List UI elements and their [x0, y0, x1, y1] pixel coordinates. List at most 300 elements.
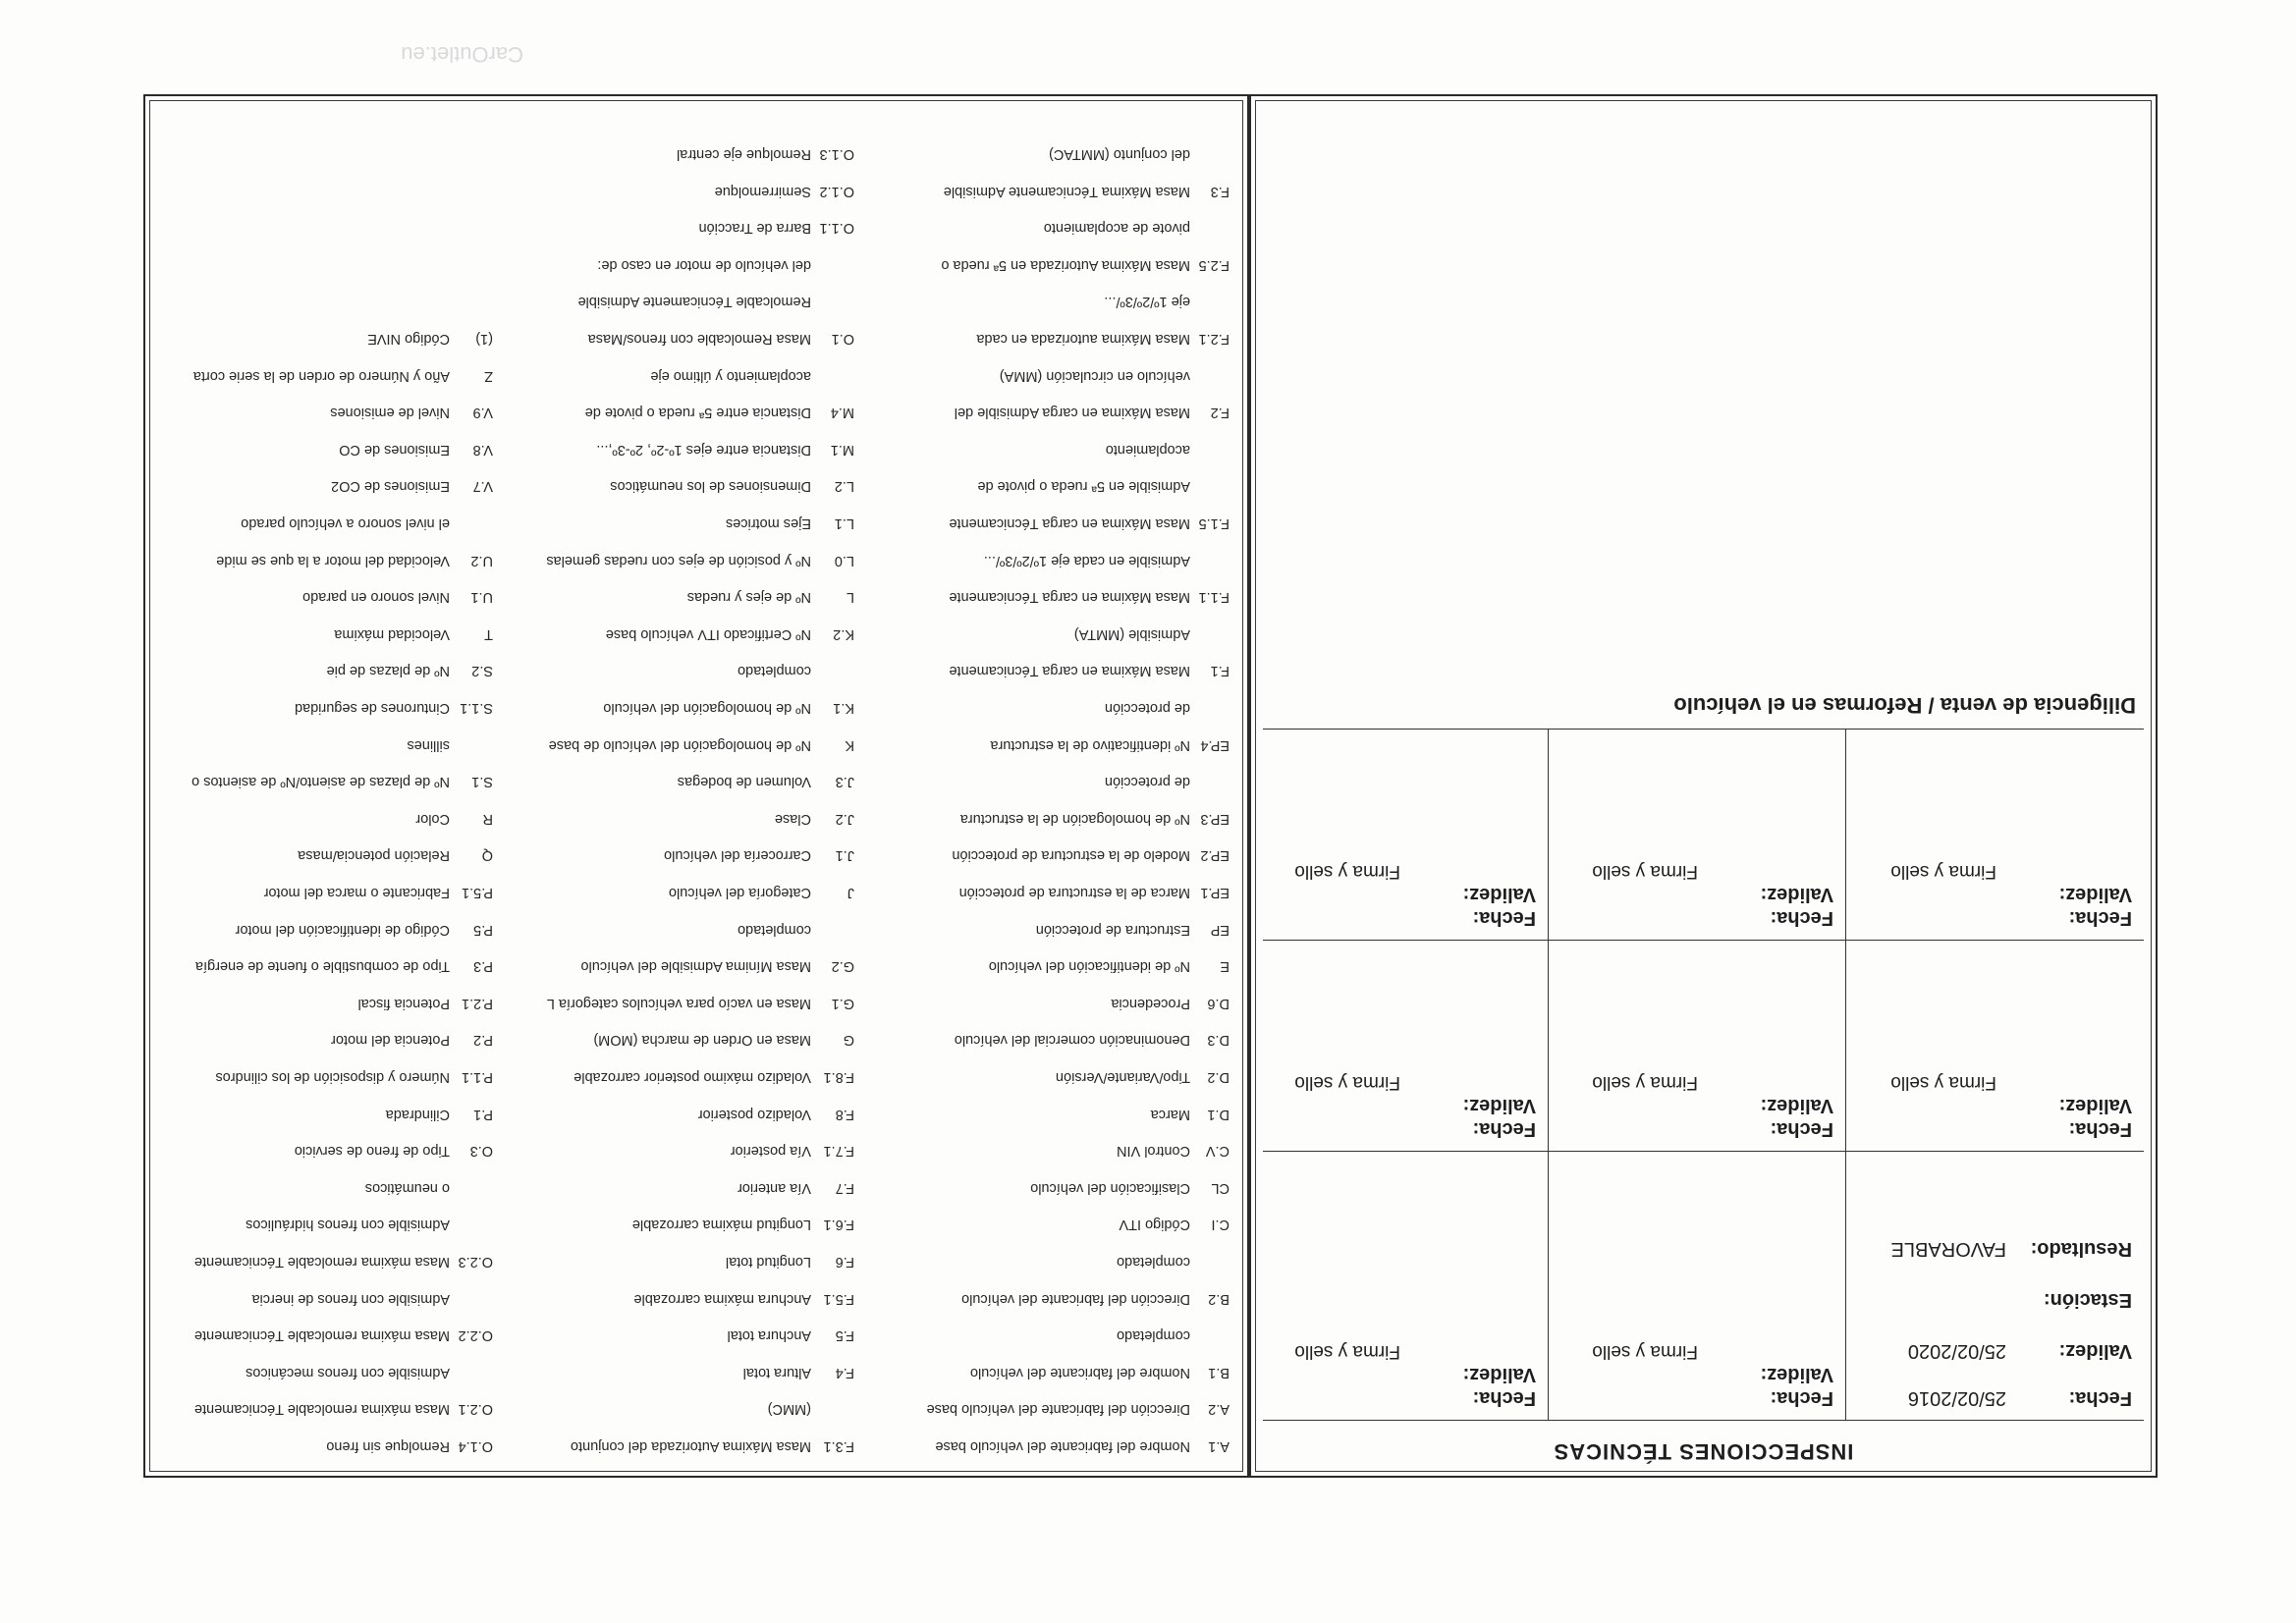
code-entry [1111, 996, 1230, 1011]
code-entry [252, 1291, 494, 1307]
code-id: F.6 [835, 1254, 854, 1270]
code-description: vehículo en circulación (MMA) [999, 367, 1190, 384]
code-entry [546, 553, 854, 568]
code-entry [1056, 1069, 1230, 1085]
code-description: acoplamiento y último eje [650, 367, 811, 384]
fecha-label: Fecha: [2068, 1118, 2132, 1140]
code-description: Remolque sin freno [326, 1438, 450, 1454]
code-entry [738, 663, 854, 678]
code-description: Nivel sonoro en parado [302, 589, 450, 606]
code-description: Dirección del fabricante del vehículo base [926, 1401, 1190, 1418]
inspeccion-cell [1259, 941, 1549, 1152]
code-description: Admisible en 5ª rueda o pivote de [977, 478, 1190, 495]
code-id: D.1 [1207, 1106, 1230, 1122]
firma-sello: Firma y sello [1294, 1072, 1400, 1093]
fecha-label: Fecha: [1472, 1118, 1536, 1140]
validez-label: Validez: [1462, 1364, 1536, 1385]
code-description: Ejes motrices [725, 515, 811, 531]
code-entry [949, 663, 1230, 678]
code-entry [1117, 1254, 1230, 1270]
code-description: Admisible con frenos hidráulicos [246, 1217, 450, 1233]
code-entry [295, 700, 493, 716]
inspeccion-cell [1549, 730, 1846, 941]
code-description: Masa Máxima Autorizada del conjunto [570, 1438, 811, 1454]
code-description: Voladizo posterior [697, 1106, 811, 1122]
code-entry [191, 774, 493, 789]
code-description: Estructura de protección [1035, 921, 1190, 938]
code-description: Voladizo máximo posterior carrozable [574, 1069, 811, 1085]
inspeccion-cell-result [1846, 1152, 2144, 1421]
code-description: completado [738, 921, 811, 938]
code-description: Potencia del motor [331, 1032, 450, 1049]
validez-label: Validez: [1760, 884, 1833, 905]
code-id: G.1 [831, 995, 854, 1011]
code-entry [326, 1438, 493, 1454]
inspeccion-cell [1549, 1152, 1846, 1421]
code-entry [298, 847, 493, 863]
fecha-label: Fecha: [1472, 1387, 1536, 1409]
code-description: Vía anterior [738, 1179, 811, 1196]
code-description: Nombre del fabricante del vehículo base [935, 1438, 1190, 1454]
code-entry [603, 700, 854, 716]
code-id: D.6 [1207, 995, 1230, 1011]
code-description: Vía posterior [730, 1143, 811, 1160]
code-description: Tipo de freno de servicio [294, 1143, 450, 1160]
code-description: Dimensiones de los neumáticos [610, 478, 811, 495]
code-description: (MMC) [767, 1401, 811, 1418]
code-entry [597, 257, 854, 273]
code-id: P.2.1 [462, 995, 493, 1011]
code-description: Velocidad máxima [334, 625, 450, 642]
code-description: Nº de ejes y ruedas [686, 589, 811, 606]
code-description: Admisible (MMTA) [1073, 625, 1190, 642]
code-entry [193, 368, 493, 384]
firma-sello: Firma y sello [1592, 1341, 1698, 1362]
code-description: Año y Número de orden de la serie corta [192, 367, 450, 384]
code-entry [775, 811, 854, 827]
code-description: Carrocería del vehículo [664, 847, 811, 864]
resultado-value: FAVORABLE [1890, 1238, 2006, 1260]
code-entry [194, 1327, 493, 1343]
code-description: Nº identificativo de la estructura [990, 736, 1190, 753]
code-id: O.1.4 [458, 1438, 493, 1454]
code-description: Volumen de bodegas [677, 774, 811, 790]
code-id: (1) [475, 331, 493, 347]
code-entry [264, 885, 493, 900]
fecha-label: Fecha: [1770, 1387, 1833, 1409]
code-entry [941, 257, 1230, 273]
code-description: Código NIVE [367, 331, 450, 347]
code-description: Masa Máxima en carga Admisible del [954, 405, 1190, 421]
code-description: Clasificación del vehículo [1030, 1179, 1190, 1196]
code-entry [952, 847, 1230, 863]
code-entry [959, 885, 1230, 900]
fecha-value: 25/02/2016 [1907, 1387, 2006, 1409]
code-entry [246, 1365, 493, 1380]
code-id: O.3 [469, 1143, 493, 1160]
code-id: U.2 [470, 552, 493, 568]
code-description: Nº de identificación del vehículo [988, 958, 1190, 975]
code-entry [738, 1180, 854, 1196]
inspeccion-row-2 [1263, 941, 2144, 1152]
code-entry [731, 1143, 854, 1159]
code-id: J.3 [835, 774, 854, 790]
code-entry [358, 996, 494, 1011]
code-entry [738, 922, 854, 938]
firma-sello: Firma y sello [1294, 861, 1400, 882]
code-entry [331, 1032, 493, 1048]
code-description: de protección [1104, 774, 1190, 790]
code-id: S.2 [471, 663, 493, 679]
code-entry [407, 737, 493, 753]
code-entry [194, 1401, 493, 1417]
validez-label: Validez: [1760, 1095, 1833, 1116]
code-entry [1151, 1107, 1230, 1122]
code-description: Anchura total [727, 1327, 811, 1344]
inspecciones-title: INSPECCIONES TÉCNICAS [1553, 1439, 1854, 1464]
code-description: Categoría del vehículo [668, 885, 811, 900]
code-description: Control VIN [1117, 1143, 1190, 1160]
estacion-label: Estación: [2043, 1289, 2132, 1311]
code-description: el nivel sonoro a vehículo parado [241, 515, 450, 531]
code-id: EP.3 [1200, 810, 1230, 827]
code-entry [935, 1438, 1230, 1454]
firma-sello: Firma y sello [1592, 861, 1698, 882]
code-description: Masa Máxima en carga Técnicamente [949, 663, 1190, 679]
code-id: F.7 [835, 1179, 854, 1196]
code-entry [246, 1217, 493, 1232]
code-description: Clase [774, 810, 811, 827]
code-description: Código de identificación del motor [235, 921, 450, 938]
code-description: Nº Certificado ITV vehículo base [605, 625, 811, 642]
code-id: C.I [1211, 1217, 1230, 1233]
code-description: Dirección del fabricante del vehículo [961, 1290, 1190, 1307]
code-id: K.1 [833, 700, 854, 716]
code-entry [386, 1107, 493, 1122]
code-entry [367, 331, 493, 347]
code-entry [1105, 700, 1230, 716]
diligencia-title: Diligencia de venta / Reformas en el vehículo [1673, 693, 2136, 718]
code-id: F.2.1 [1198, 331, 1230, 347]
code-description: Nombre del fabricante del vehículo [969, 1364, 1190, 1380]
code-description: Fabricante o marca del motor [263, 885, 450, 900]
inspeccion-cell [1846, 941, 2144, 1152]
validez-label: Validez: [2058, 1340, 2132, 1362]
code-entry [677, 146, 854, 162]
code-entry [955, 1032, 1230, 1048]
code-description: Masa máxima remolcable Técnicamente [193, 1401, 450, 1418]
code-entry [698, 1107, 854, 1122]
validez-label: Validez: [1462, 1095, 1536, 1116]
fecha-label: Fecha: [2068, 1387, 2132, 1409]
code-description: Admisible en cada eje 1º/2º/3º/... [983, 552, 1190, 568]
code-id: O.1.1 [819, 220, 854, 237]
code-entry [1104, 294, 1230, 309]
code-description: Masa Máxima autorizada en cada [976, 331, 1190, 347]
code-entry [330, 405, 493, 420]
code-description: Masa Máxima en carga Técnicamente [949, 589, 1190, 606]
code-entry [970, 1365, 1230, 1380]
code-entry [961, 1291, 1230, 1307]
code-id: D.2 [1207, 1069, 1230, 1085]
inspeccion-row-3 [1263, 730, 2144, 941]
code-entry [678, 774, 854, 789]
code-description: Código ITV [1119, 1217, 1190, 1233]
code-description: Marca de la estructura de protección [958, 885, 1190, 900]
firma-sello: Firma y sello [1592, 1072, 1698, 1093]
code-entry [976, 331, 1230, 347]
code-entry [334, 626, 493, 642]
code-description: Tipo de combustible o fuente de energía [194, 958, 450, 975]
inspeccion-cell [1259, 730, 1549, 941]
code-id: D.3 [1207, 1032, 1230, 1049]
code-description: completado [1117, 1254, 1190, 1270]
code-description: Emisiones de CO2 [331, 478, 450, 495]
code-entry [687, 589, 854, 605]
code-id: A.2 [1208, 1401, 1230, 1418]
code-description: sillines [407, 736, 450, 753]
code-entry [1044, 220, 1230, 236]
code-description: Nº de homologación de la estructura [959, 810, 1190, 827]
code-entry [989, 958, 1230, 974]
code-id: G.2 [831, 958, 854, 975]
code-description: Masa Remolcable con frenos/Masa [587, 331, 811, 347]
code-id: B.1 [1208, 1364, 1230, 1380]
code-entry [1036, 922, 1230, 938]
fecha-label: Fecha: [1472, 907, 1536, 929]
code-entry [949, 589, 1230, 605]
inspecciones-panel [1249, 94, 2158, 1478]
code-entry [547, 996, 854, 1011]
code-entry [1105, 774, 1230, 789]
code-description: Número y disposición de los cilindros [215, 1069, 450, 1085]
code-description: Procedencia [1111, 995, 1190, 1011]
validez-label: Validez: [1462, 884, 1536, 905]
code-description: completado [738, 663, 811, 679]
code-entry [580, 958, 854, 974]
code-description: Modelo de la estructura de protección [952, 847, 1190, 864]
code-entry [927, 1401, 1230, 1417]
code-description: Nº de plazas de pie [326, 663, 450, 679]
code-entry [241, 515, 493, 531]
code-description: Distancia entre 5ª rueda o pivote de [584, 405, 811, 421]
code-entry [633, 1291, 854, 1307]
code-entry [650, 368, 854, 384]
code-id: F.8.1 [823, 1069, 854, 1085]
code-id: Z [484, 367, 493, 384]
code-entry [715, 184, 854, 199]
code-id: M.4 [830, 405, 854, 421]
code-id: CL [1211, 1179, 1230, 1196]
code-id: EP.1 [1200, 885, 1230, 900]
code-id: P.5.1 [462, 885, 493, 900]
code-id: P.5 [473, 921, 493, 938]
code-id: O.1 [831, 331, 854, 347]
code-entry [588, 331, 854, 347]
validez-value: 25/02/2020 [1907, 1340, 2006, 1362]
code-id: O.1.2 [819, 183, 854, 199]
code-id: F.8 [835, 1106, 854, 1122]
code-description: Masa Mínima Admisible del vehículo [580, 958, 811, 975]
code-entry [977, 478, 1230, 494]
code-id: A.1 [1208, 1438, 1230, 1454]
code-entry [236, 922, 493, 938]
code-entry [1000, 368, 1230, 384]
code-description: completado [1117, 1327, 1190, 1344]
code-id: F.1.1 [1198, 589, 1230, 606]
code-id: F.3 [1210, 183, 1230, 199]
code-entry [955, 405, 1230, 420]
code-entry [669, 885, 854, 900]
code-entry [415, 811, 493, 827]
code-entry [699, 220, 854, 236]
code-id: C.V [1205, 1143, 1230, 1160]
code-id: F.1.5 [1198, 515, 1230, 531]
code-id: F.6.1 [823, 1217, 854, 1233]
code-id: F.3.1 [823, 1438, 854, 1454]
code-description: Nº de plazas de asiento/Nº de asientos o [191, 774, 450, 790]
code-entry [596, 442, 854, 458]
code-id: O.2.2 [458, 1327, 493, 1344]
code-description: Denominación comercial del vehículo [954, 1032, 1190, 1049]
code-description: Color [415, 810, 450, 827]
code-description: Masa Máxima Autorizada en 5ª rueda o [941, 256, 1190, 273]
code-id: B.2 [1208, 1290, 1230, 1307]
code-id: EP.4 [1200, 736, 1230, 753]
code-id: P.1.1 [462, 1069, 493, 1085]
code-description: Longitud máxima carrozable [631, 1217, 811, 1233]
code-description: Relación potencia/masa [298, 847, 450, 864]
code-id: O.2.3 [458, 1254, 493, 1270]
code-description: Masa máxima remolcable Técnicamente [193, 1254, 450, 1270]
code-id: O.2.1 [458, 1401, 493, 1418]
code-id: L [846, 589, 854, 606]
code-id: V.9 [472, 405, 493, 421]
code-entry [327, 663, 493, 678]
code-id: F.5 [835, 1327, 854, 1344]
code-entry [949, 515, 1230, 531]
code-entry [585, 405, 854, 420]
code-id: O.1.3 [819, 146, 854, 162]
code-id: J.2 [835, 810, 854, 827]
inspeccion-cell [1549, 941, 1846, 1152]
code-entry [593, 1032, 854, 1048]
code-id: S.1 [471, 774, 493, 790]
code-description: Remolque eje central [676, 146, 811, 162]
code-id: G [843, 1032, 854, 1049]
code-entry [960, 811, 1230, 827]
code-id: K [845, 736, 854, 753]
code-id: P.3 [473, 958, 493, 975]
code-description: Remolcable Técnicamente Admisible [577, 294, 811, 310]
code-description: Masa en vacío para vehículos categoría L [546, 995, 811, 1011]
code-entry [331, 478, 493, 494]
code-id: F.7.1 [823, 1143, 854, 1160]
code-description: de protección [1104, 700, 1190, 716]
code-entry [1106, 442, 1230, 458]
code-entry [215, 1069, 493, 1085]
code-id: EP.2 [1200, 847, 1230, 864]
code-id: L.2 [834, 478, 854, 495]
code-description: Longitud total [725, 1254, 811, 1270]
code-description: Semirremolque [714, 183, 811, 199]
code-entry [1117, 1143, 1230, 1159]
code-id: J.1 [835, 847, 854, 864]
code-id: K.2 [833, 625, 854, 642]
code-entry [990, 737, 1230, 753]
code-description: Masa Máxima en carga Técnicamente [949, 515, 1190, 531]
code-description: Potencia fiscal [357, 995, 450, 1011]
validez-label: Validez: [1760, 1364, 1833, 1385]
code-description: pivote de acoplamiento [1043, 220, 1190, 237]
code-description: Distancia entre ejes 1º-2º, 2º-3º,... [596, 441, 811, 458]
code-description: Admisible con frenos de inercia [251, 1290, 450, 1307]
code-entry [1117, 1327, 1230, 1343]
code-description: Cilindrada [385, 1106, 450, 1122]
fecha-label: Fecha: [1770, 1118, 1833, 1140]
code-description: Nivel de emisiones [330, 405, 450, 421]
codes-panel [143, 94, 1249, 1478]
inspeccion-row-1 [1263, 1152, 2144, 1421]
code-entry [195, 958, 493, 974]
code-entry [571, 1438, 854, 1454]
code-entry [574, 1069, 854, 1085]
code-entry [632, 1217, 854, 1232]
code-entry [302, 589, 493, 605]
firma-sello: Firma y sello [1294, 1341, 1400, 1362]
code-description: Tipo/Variante/Versión [1055, 1069, 1190, 1085]
code-description: eje 1º/2º/3º/... [1104, 294, 1190, 310]
code-entry [726, 1254, 854, 1270]
code-description: Nº y posición de ejes con ruedas gemelas [546, 552, 811, 568]
code-id: R [482, 810, 493, 827]
code-id: L.1 [834, 515, 854, 531]
code-description: Masa Máxima Técnicamente Admisible [943, 183, 1190, 199]
code-description: del vehículo de motor en caso de: [597, 256, 811, 273]
code-description: Altura total [742, 1364, 811, 1380]
code-description: Cinturones de seguridad [295, 700, 450, 716]
resultado-label: Resultado: [2030, 1238, 2132, 1260]
code-id: F.1 [1210, 663, 1230, 679]
code-entry [726, 515, 854, 531]
code-id: F.4 [835, 1364, 854, 1380]
inspeccion-cell [1259, 1152, 1549, 1421]
code-id: V.8 [472, 441, 493, 458]
code-entry [1074, 626, 1230, 642]
code-entry [1049, 146, 1230, 162]
inspeccion-cell [1846, 730, 2144, 941]
fecha-label: Fecha: [1770, 907, 1833, 929]
code-id: U.1 [470, 589, 493, 606]
code-description: Barra de Tracción [698, 220, 811, 237]
code-description: o neumáticos [364, 1179, 450, 1196]
watermark-text: CarOutlet.eu [401, 42, 523, 67]
code-id: F.5.1 [823, 1290, 854, 1307]
code-entry [216, 553, 493, 568]
code-entry [984, 553, 1230, 568]
code-description: Anchura máxima carrozable [633, 1290, 811, 1307]
code-description: acoplamiento [1105, 441, 1190, 458]
code-id: S.1.1 [460, 700, 493, 716]
firma-sello: Firma y sello [1890, 861, 1996, 882]
code-id: J [847, 885, 854, 900]
code-description: del conjunto (MMTAC) [1049, 146, 1190, 162]
code-id: EP [1210, 921, 1230, 938]
code-entry [1119, 1217, 1230, 1232]
code-entry [606, 626, 854, 642]
code-description: Nº de homologación del vehículo [603, 700, 811, 716]
code-id: E [1220, 958, 1230, 975]
